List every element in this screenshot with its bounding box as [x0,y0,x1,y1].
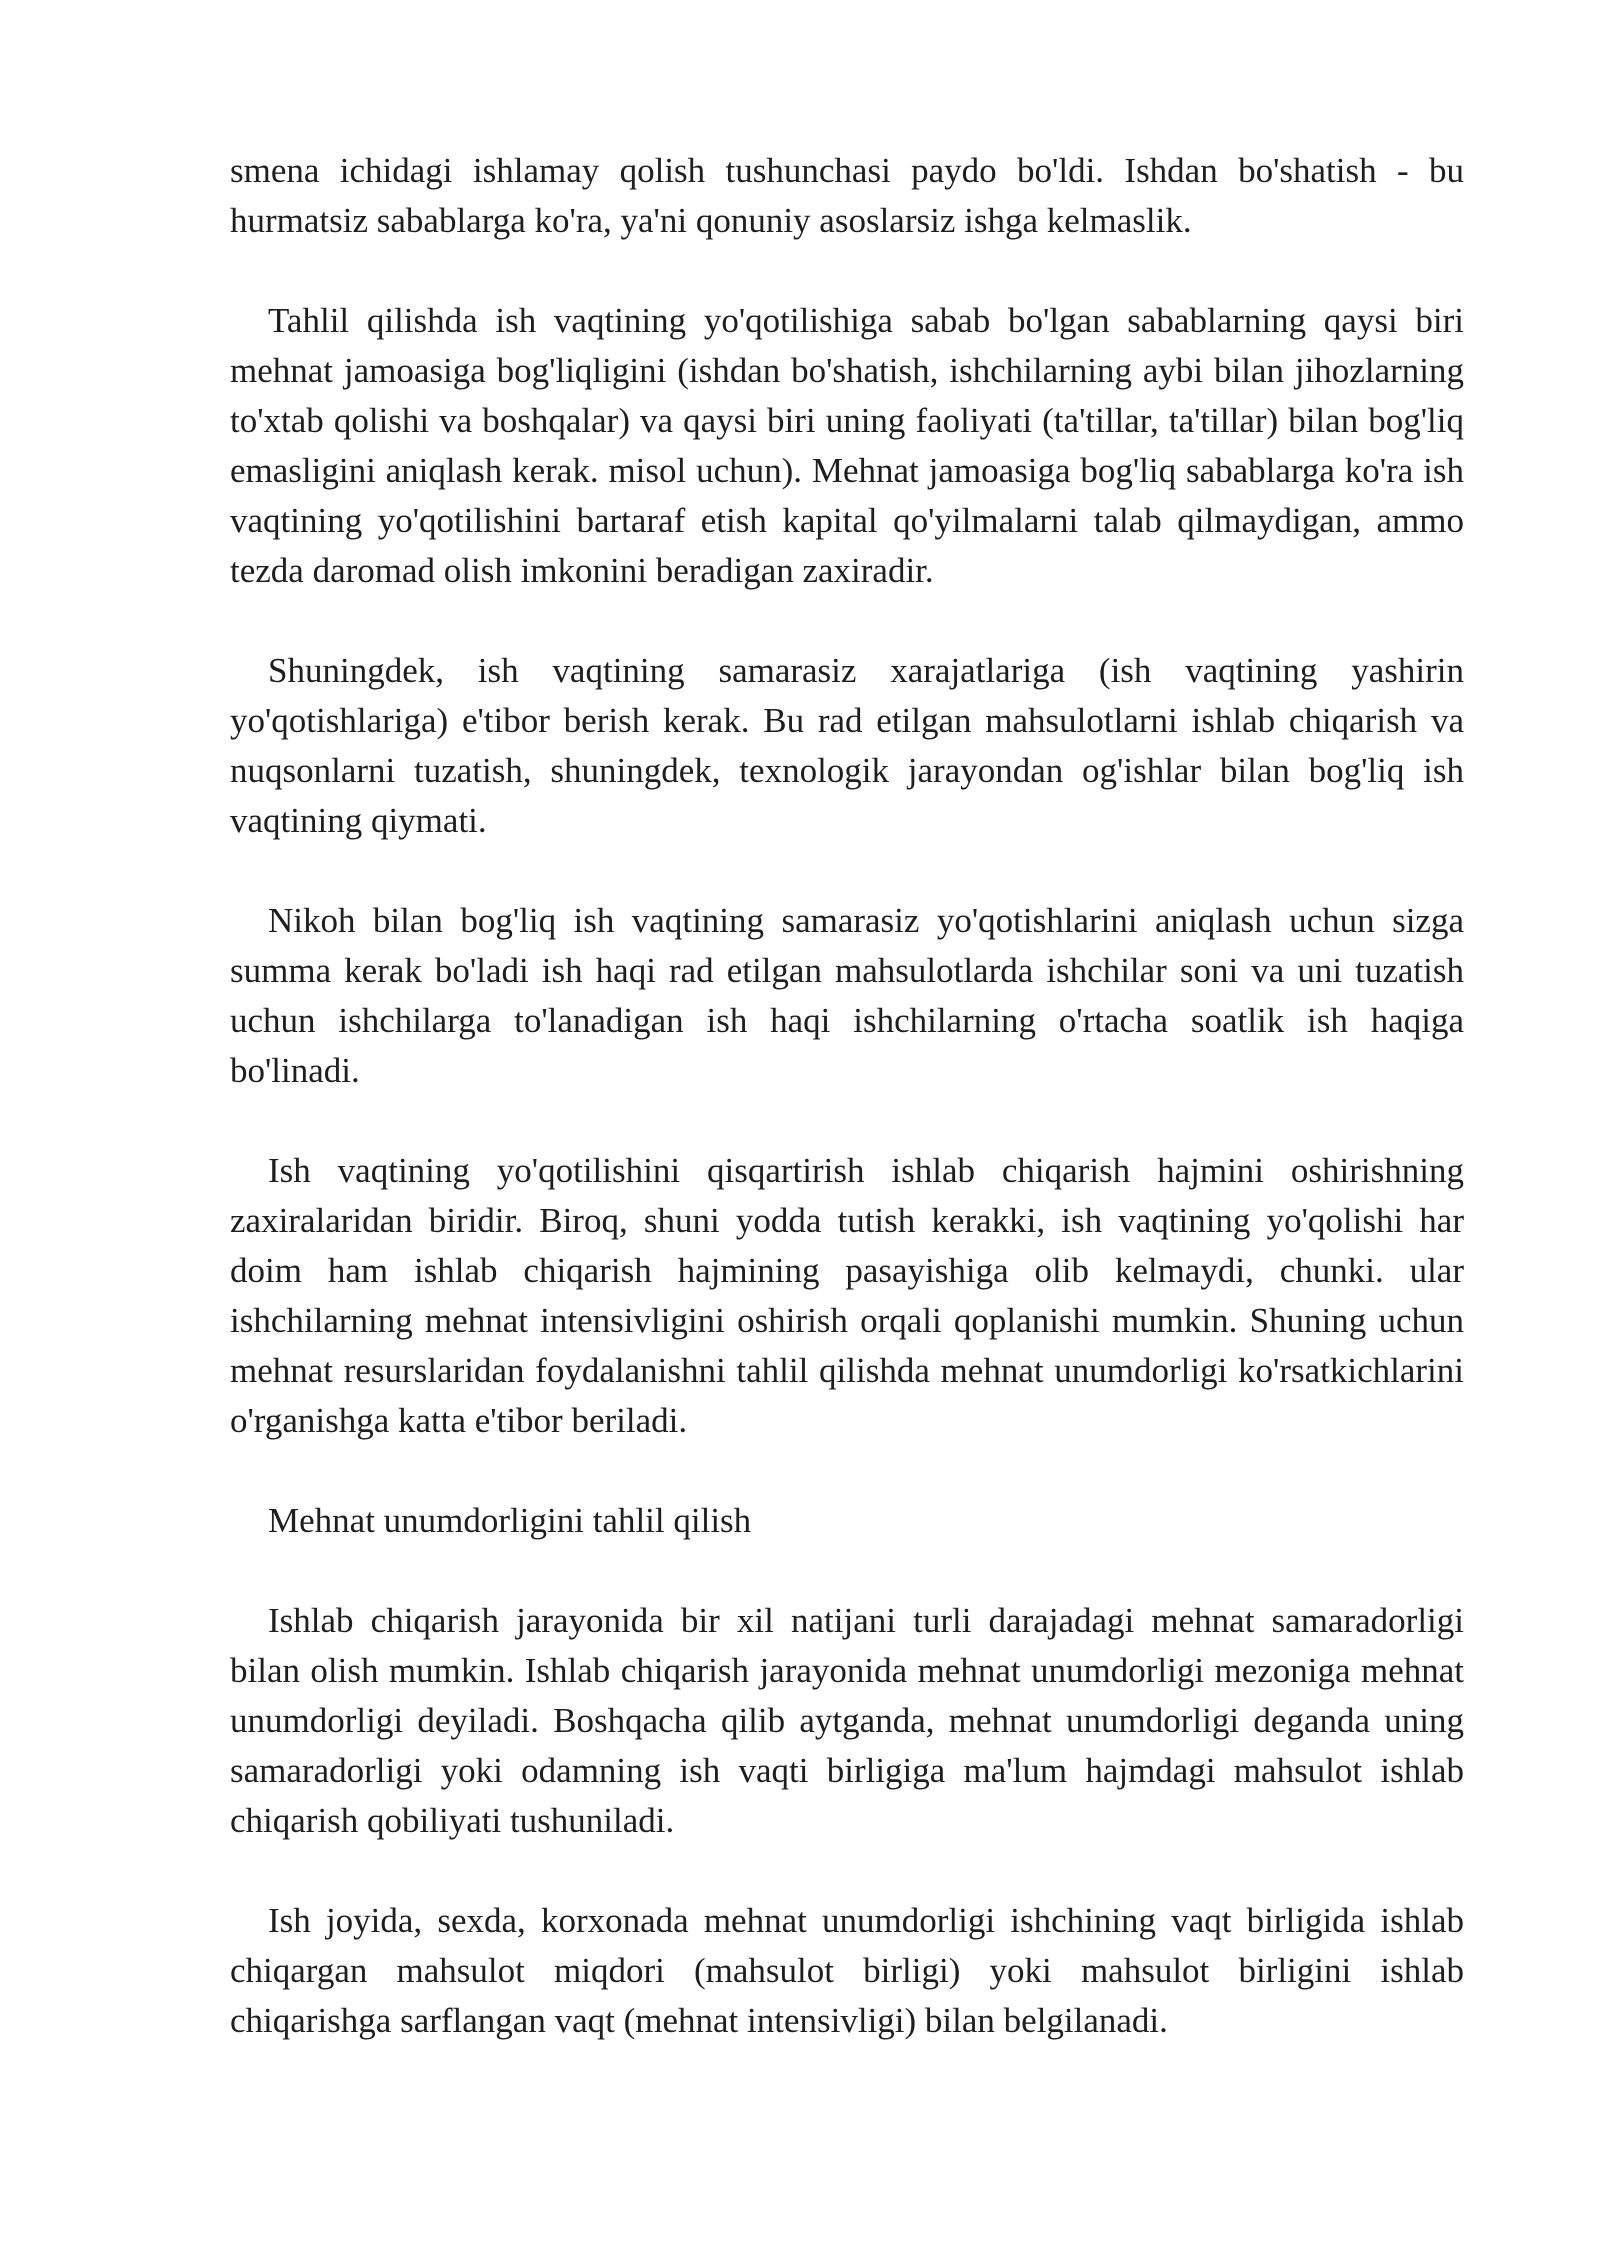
paragraph-productivity-definition: Ishlab chiqarish jarayonida bir xil natijani turli darajadagi mehnat samaradorligi bilan olish mumkin. Ishlab chiqarish jarayonida mehnat unumdorligi mezoniga mehnat unumdorligi deyiladi. Boshqacha qilib aytganda, mehnat unumdorligi deganda uning samaradorligi yoki odamning ish vaqti birligiga ma'lum hajmdagi mahsulot ishlab chiqarish qobiliyati tushuniladi. [230,1601,1464,1840]
document-body [230,146,1464,2096]
paragraph-productivity-measurement: Ish joyida, sexda, korxonada mehnat unumdorligi ishchining vaqt birligida ishlab chiqargan mahsulot miqdori (mahsulot birligi) yoki mahsulot birligini ishlab chiqarishga sarflangan vaqt (mehnat intensivligi) bilan belgilanadi. [230,1901,1464,2040]
paragraph-reducing-losses: Ish vaqtining yo'qotilishini qisqartirish ishlab chiqarish hajmini oshirishning zaxiralaridan biridir. Biroq, shuni yodda tutish kerakki, ish vaqtining yo'qolishi har doim ham ishlab chiqarish hajmining pasayishiga olib kelmaydi, chunki. ular ishchilarning mehnat intensivligini oshirish orqali qoplanishi mumkin. Shuning uchun mehnat resurslaridan foydalanishni tahlil qilishda mehnat unumdorligi ko'rsatkichlarini o'rganishga katta e'tibor beriladi. [230,1151,1464,1440]
section-heading-productivity: Mehnat unumdorligini tahlil qilish [268,1501,752,1540]
paragraph-continuation: smena ichidagi ishlamay qolish tushunchasi paydo bo'ldi. Ishdan bo'shatish - bu hurmatsiz sabablarga ko'ra, ya'ni qonuniy asoslarsiz ishga kelmaslik. [230,151,1464,240]
paragraph-work-time-losses-analysis: Tahlil qilishda ish vaqtining yo'qotilishiga sabab bo'lgan sabablarning qaysi biri mehnat jamoasiga bog'liqligini (ishdan bo'shatish, ishchilarning aybi bilan jihozlarning to'xtab qolishi va boshqalar) va qaysi biri uning faoliyati (ta'tillar, ta'tillar) bilan bog'liq emasligini aniqlash kerak. misol uchun). Mehnat jamoasiga bog'liq sabablarga ko'ra ish vaqtining yo'qotilishini bartaraf etish kapital qo'yilmalarni talab qilmaydigan, ammo tezda daromad olish imkonini beradigan zaxiradir. [230,301,1464,590]
paragraph-defect-losses: Nikoh bilan bog'liq ish vaqtining samarasiz yo'qotishlarini aniqlash uchun sizga summa kerak bo'ladi ish haqi rad etilgan mahsulotlarda ishchilar soni va uni tuzatish uchun ishchilarga to'lanadigan ish haqi ishchilarning o'rtacha soatlik ish haqiga bo'linadi. [230,901,1464,1090]
paragraph-unproductive-costs: Shuningdek, ish vaqtining samarasiz xarajatlariga (ish vaqtining yashirin yo'qotishlariga) e'tibor berish kerak. Bu rad etilgan mahsulotlarni ishlab chiqarish va nuqsonlarni tuzatish, shuningdek, texnologik jarayondan og'ishlar bilan bog'liq ish vaqtining qiymati. [230,651,1464,840]
